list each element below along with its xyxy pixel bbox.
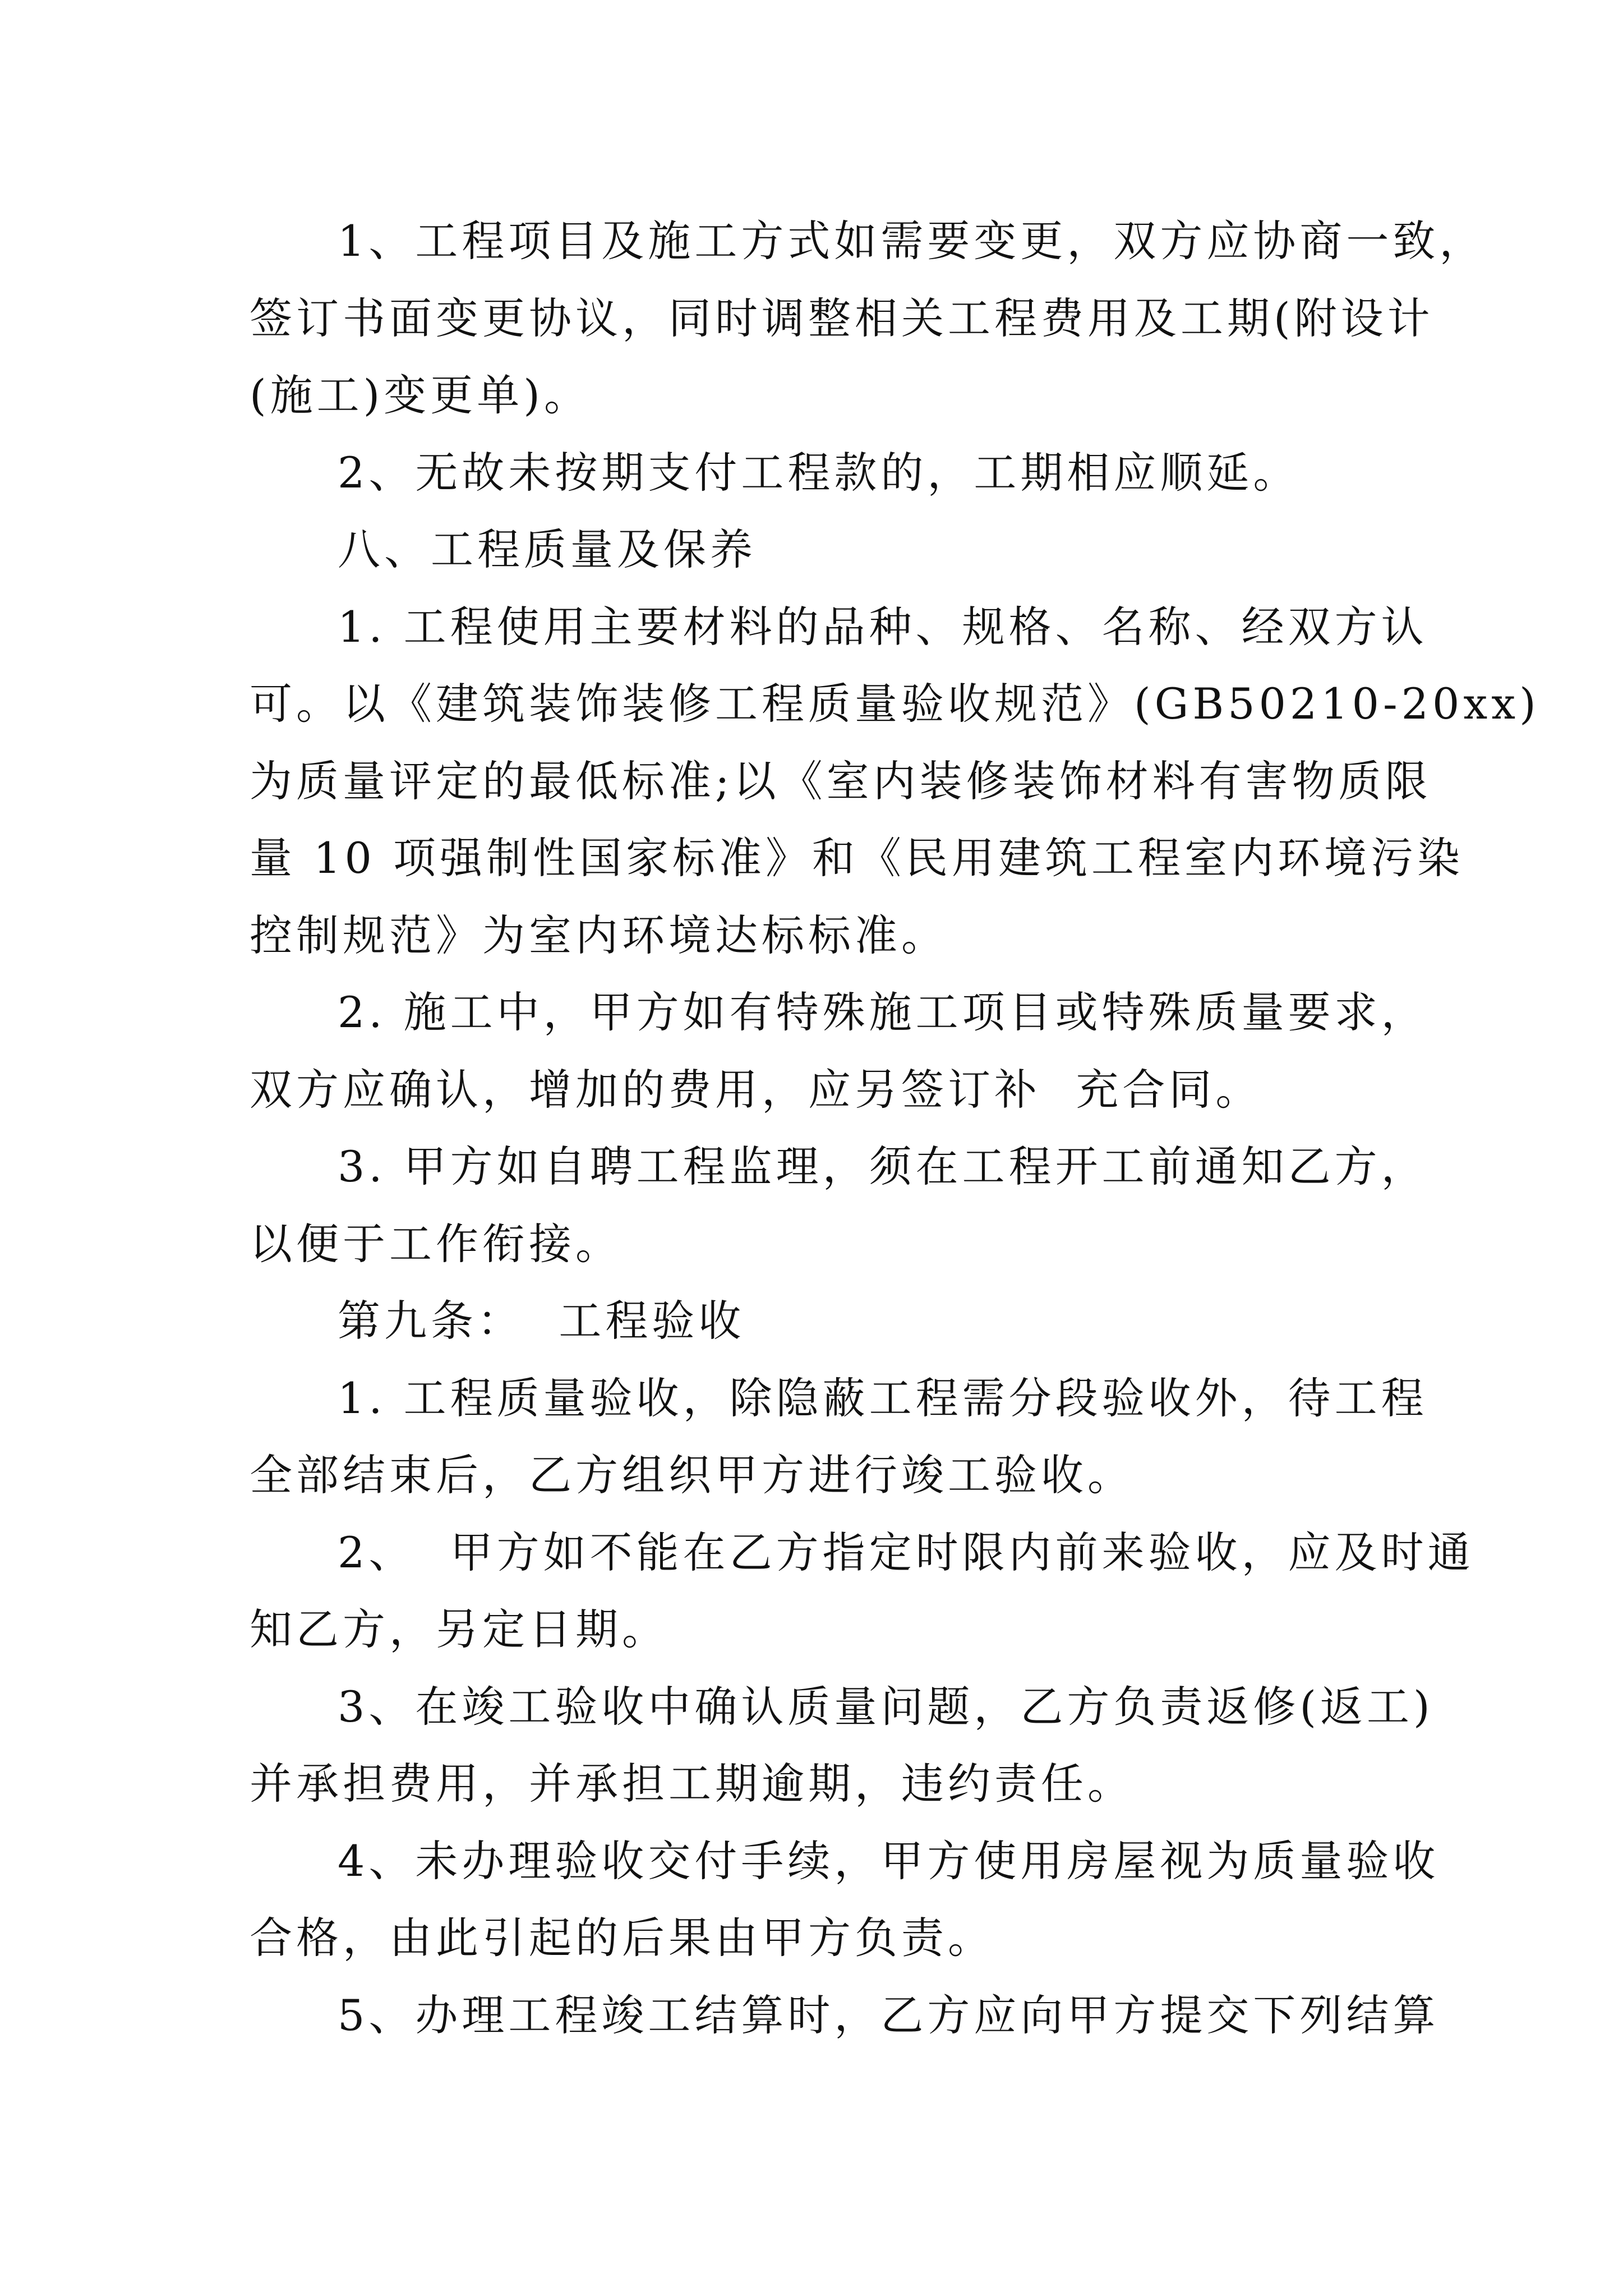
clause-9-5-line-1: 5、办理工程竣工结算时，乙方应向甲方提交下列结算 xyxy=(338,1990,1440,2040)
clause-8-1-line-1: 1. 工程使用主要材料的品种、规格、名称、经双方认 xyxy=(338,602,1428,652)
article-9-heading: 第九条： 工程验收 xyxy=(338,1296,745,1346)
section-8-heading: 八、工程质量及保养 xyxy=(338,524,757,574)
clause-8-3-line-1: 3. 甲方如自聘工程监理，须在工程开工前通知乙方， xyxy=(338,1142,1428,1191)
clause-7-1-line-3: (施工)变更单)。 xyxy=(250,370,591,420)
clause-9-2-line-2: 知乙方，另定日期。 xyxy=(250,1604,668,1654)
clause-9-4-line-2: 合格，由此引起的后果由甲方负责。 xyxy=(250,1913,994,1963)
clause-9-1-line-2: 全部结束后，乙方组织甲方进行竣工验收。 xyxy=(250,1450,1134,1500)
clause-8-2-line-2: 双方应确认，增加的费用，应另签订补 充合同。 xyxy=(250,1065,1262,1115)
clause-9-4-line-1: 4、未办理验收交付手续，甲方使用房屋视为质量验收 xyxy=(338,1836,1440,1886)
clause-9-2-line-1: 2、 甲方如不能在乙方指定时限内前来验收，应及时通 xyxy=(338,1527,1474,1577)
clause-8-3-line-2: 以便于工作衔接。 xyxy=(250,1219,622,1269)
clause-7-2-line-1: 2、无故未按期支付工程款的，工期相应顺延。 xyxy=(338,448,1300,498)
clause-9-1-line-1: 1. 工程质量验收，除隐蔽工程需分段验收外，待工程 xyxy=(338,1373,1428,1423)
clause-8-2-line-1: 2. 施工中，甲方如有特殊施工项目或特殊质量要求， xyxy=(338,987,1428,1037)
clause-8-1-line-4: 量 10 项强制性国家标准》和《民用建筑工程室内环境污染 xyxy=(250,833,1464,883)
clause-7-1-line-2: 签订书面变更协议，同时调整相关工程费用及工期(附设计 xyxy=(250,293,1434,343)
clause-9-3-line-1: 3、在竣工验收中确认质量问题，乙方负责返修(返工) xyxy=(338,1682,1434,1732)
clause-8-1-line-3: 为质量评定的最低标准;以《室内装修装饰材料有害物质限 xyxy=(250,756,1432,806)
clause-8-1-line-2: 可。以《建筑装饰装修工程质量验收规范》(GB50210-20xx) xyxy=(250,679,1540,729)
clause-9-3-line-2: 并承担费用，并承担工期逾期，违约责任。 xyxy=(250,1759,1134,1809)
clause-7-1-line-1: 1、工程项目及施工方式如需要变更，双方应协商一致， xyxy=(338,216,1486,266)
clause-8-1-line-5: 控制规范》为室内环境达标标准。 xyxy=(250,910,948,960)
